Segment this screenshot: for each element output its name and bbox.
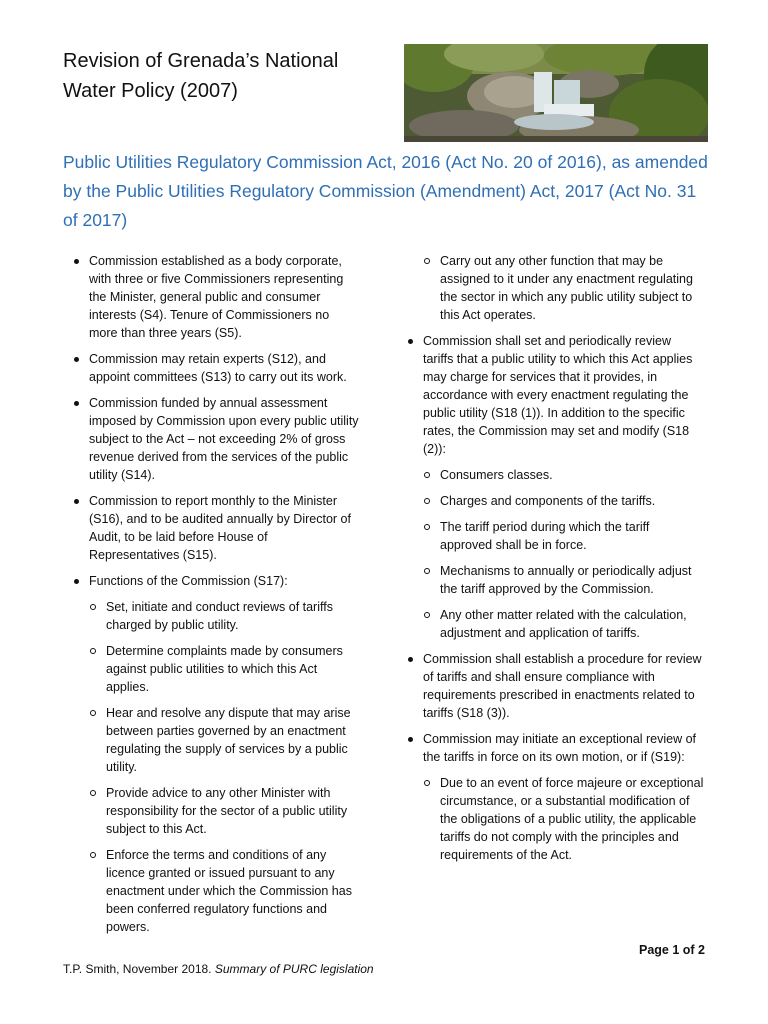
bullet-item: Commission to report monthly to the Minister (S16), and to be audited annually by Director of Audit, to be laid before House of Representatives (S15). [70,492,360,564]
page-number: Page 1 of 2 [639,943,705,957]
sub-bullet-item: The tariff period during which the tariff approved shall be in force. [404,518,704,554]
footer-author-date: T.P. Smith, November 2018. [63,962,212,976]
title-line-1: Revision of Grenada’s National [63,50,339,72]
sub-bullet-item: Set, initiate and conduct reviews of tariffs charged by public utility. [70,598,360,634]
sub-bullet-item: Enforce the terms and conditions of any licence granted or issued pursuant to any enactment under which the Commission has been conferred regulatory functions and powers. [70,846,360,936]
sub-bullet-item: Carry out any other function that may be assigned to it under any enactment regulating the sector in which any public utility subject to this Act operates. [404,252,704,324]
bullet-item: Commission shall establish a procedure for review of tariffs and shall ensure compliance with requirements prescribed in enactments related to tariffs (S18 (3)). [404,650,704,722]
document-title [63,46,383,106]
sub-bullet-item: Any other matter related with the calculation, adjustment and application of tariffs. [404,606,704,642]
bullet-item: Commission funded by annual assessment imposed by Commission upon every public utility subject to the Act – not exceeding 2% of gross revenue derived from the services of the public utility (S14). [70,394,360,484]
sub-bullet-item: Provide advice to any other Minister with responsibility for the sector of a public utility subject to this Act. [70,784,360,838]
bullet-item: Functions of the Commission (S17): [70,572,360,590]
sub-bullet-item: Mechanisms to annually or periodically adjust the tariff approved by the Commission. [404,562,704,598]
waterfall-photo [404,44,708,142]
sub-bullet-item: Hear and resolve any dispute that may arise between parties governed by an enactment regulating the supply of services by a public utility. [70,704,360,776]
right-column [404,252,704,872]
footer-summary: Summary of PURC legislation [214,962,374,976]
footer-citation [63,962,374,976]
left-column [70,252,360,944]
sub-bullet-item: Charges and components of the tariffs. [404,492,704,510]
bullet-item: Commission shall set and periodically review tariffs that a public utility to which this Act applies may charge for services that it provides, in accordance with every enactment regulating the public utility (S18 (1)). In addition to the specific rates, the Commission may set and modify (S18 (2)): [404,332,704,458]
sub-bullet-item: Determine complaints made by consumers against public utilities to which this Act applies. [70,642,360,696]
bullet-item: Commission may initiate an exceptional review of the tariffs in force on its own motion, or if (S19): [404,730,704,766]
sub-bullet-item: Consumers classes. [404,466,704,484]
bullet-item: Commission established as a body corporate, with three or five Commissioners representing the Minister, general public and consumer interests (S4). Tenure of Commissioners no more than three years (S5). [70,252,360,342]
act-subtitle: Public Utilities Regulatory Commission Act, 2016 (Act No. 20 of 2016), as amended by the Public Utilities Regulatory Commission (Amendment) Act, 2017 (Act No. 31 of 2017) [63,152,708,230]
title-line-2: Water Policy (2007) [63,80,238,102]
sub-bullet-item: Due to an event of force majeure or exceptional circumstance, or a substantial modification of the obligations of a public utility, the applicable tariffs do not comply with the principles and requirements of the Act. [404,774,704,864]
bullet-item: Commission may retain experts (S12), and appoint committees (S13) to carry out its work. [70,350,360,386]
